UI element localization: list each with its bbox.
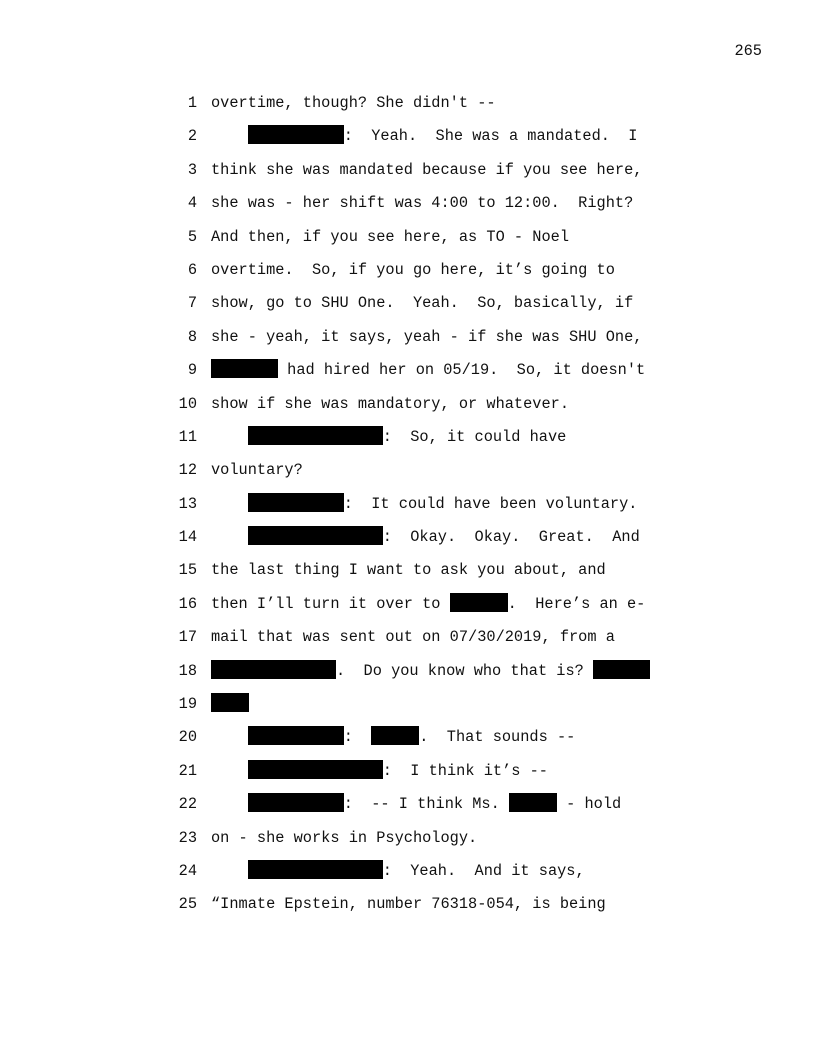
transcript-line: [0, 292, 816, 325]
line-number: 20: [178, 728, 197, 747]
transcript-line: [0, 593, 816, 626]
line-text: [211, 893, 606, 915]
line-text: [211, 459, 303, 481]
line-number: 23: [178, 828, 197, 847]
line-number: 15: [178, 561, 197, 580]
transcript-line: [0, 92, 816, 125]
line-text: [211, 359, 645, 381]
line-text: [211, 626, 615, 648]
line-text: [211, 860, 585, 882]
line-text: [211, 827, 477, 849]
text-segment: [211, 728, 248, 746]
transcript-line: [0, 860, 816, 893]
text-segment: show, go to SHU One. Yeah. So, basically, if: [211, 294, 634, 313]
transcript-line: [0, 393, 816, 426]
text-segment: : I think it’s --: [382, 761, 548, 780]
redaction-block: [248, 860, 383, 879]
line-text: [211, 125, 637, 147]
redaction-block: [450, 593, 508, 612]
line-text: [211, 292, 633, 314]
text-segment: - hold: [556, 795, 622, 814]
redaction-block: [248, 760, 383, 779]
redaction-block: [248, 426, 383, 445]
line-text: [211, 593, 645, 615]
line-number: 2: [187, 127, 197, 146]
line-number: 10: [178, 394, 197, 413]
redaction-block: [509, 793, 557, 812]
line-text: [211, 726, 575, 748]
line-number: 8: [187, 327, 197, 346]
line-number: 4: [187, 194, 197, 213]
text-segment: : Yeah. She was a mandated. I: [343, 127, 638, 146]
text-segment: on - she works in Psychology.: [211, 828, 478, 847]
line-number: 17: [178, 628, 197, 647]
text-segment: : -- I think Ms.: [343, 795, 509, 814]
line-number: 6: [187, 260, 197, 279]
line-text: [211, 693, 249, 715]
text-segment: [211, 528, 248, 546]
text-segment: [211, 428, 248, 446]
line-text: [211, 259, 615, 281]
redaction-block: [593, 660, 650, 679]
text-segment: she was - her shift was 4:00 to 12:00. Right?: [211, 194, 634, 213]
line-number: 9: [187, 361, 197, 380]
text-segment: : It could have been voluntary.: [343, 494, 638, 513]
transcript-line: [0, 793, 816, 826]
text-segment: . Here’s an e-: [507, 594, 646, 613]
transcript-line: [0, 192, 816, 225]
line-number: 12: [178, 461, 197, 480]
line-text: [211, 92, 496, 114]
line-text: [211, 159, 642, 181]
line-number: 22: [178, 795, 197, 814]
line-number: 21: [178, 761, 197, 780]
transcript-body: [0, 92, 816, 927]
line-text: [211, 393, 569, 415]
line-number: 24: [178, 861, 197, 880]
page-number: 265: [734, 42, 762, 60]
redaction-block: [211, 660, 336, 679]
transcript-line: [0, 660, 816, 693]
line-text: [211, 226, 569, 248]
text-segment: show if she was mandatory, or whatever.: [211, 394, 570, 413]
text-segment: [211, 127, 248, 145]
text-segment: [211, 862, 248, 880]
transcript-line: [0, 426, 816, 459]
transcript-line: [0, 827, 816, 860]
text-segment: [211, 795, 248, 813]
line-text: [211, 559, 606, 581]
line-number: 18: [178, 661, 197, 680]
text-segment: had hired her on 05/19. So, it doesn't: [278, 361, 646, 380]
transcript-line: [0, 259, 816, 292]
transcript-line: [0, 693, 816, 726]
transcript-line: [0, 125, 816, 158]
text-segment: “Inmate Epstein, number 76318-054, is being: [211, 895, 606, 914]
redaction-block: [248, 793, 344, 812]
transcript-line: [0, 526, 816, 559]
line-text: [211, 760, 548, 782]
line-number: 7: [187, 294, 197, 313]
transcript-line: [0, 893, 816, 926]
line-text: [211, 793, 621, 815]
text-segment: the last thing I want to ask you about, and: [211, 561, 606, 580]
line-number: 19: [178, 695, 197, 714]
redaction-block: [248, 526, 383, 545]
text-segment: . That sounds --: [419, 728, 576, 747]
transcript-line: [0, 226, 816, 259]
text-segment: overtime. So, if you go here, it’s going to: [211, 260, 615, 279]
line-text: [211, 526, 640, 548]
redaction-block: [211, 359, 278, 378]
line-number: 1: [187, 94, 197, 112]
text-segment: think she was mandated because if you see here,: [211, 160, 643, 179]
redaction-block: [248, 125, 344, 144]
line-text: [211, 660, 650, 682]
line-number: 13: [178, 494, 197, 513]
transcript-line: [0, 159, 816, 192]
text-segment: And then, if you see here, as TO - Noel: [211, 227, 570, 246]
transcript-line: [0, 760, 816, 793]
transcript-line: [0, 326, 816, 359]
transcript-line: [0, 493, 816, 526]
text-segment: : Okay. Okay. Great. And: [382, 528, 640, 547]
text-segment: she - yeah, it says, yeah - if she was SHU One,: [211, 327, 643, 346]
line-number: 14: [178, 528, 197, 547]
text-segment: mail that was sent out on 07/30/2019, from a: [211, 628, 615, 647]
line-number: 5: [187, 227, 197, 246]
line-text: [211, 493, 637, 515]
redaction-block: [248, 726, 344, 745]
text-segment: voluntary?: [211, 461, 303, 480]
text-segment: [211, 495, 248, 513]
line-text: [211, 192, 633, 214]
text-segment: : So, it could have: [382, 427, 567, 446]
redaction-block: [371, 726, 419, 745]
text-segment: . Do you know who that is?: [336, 661, 594, 680]
text-segment: [211, 762, 248, 780]
line-number: 11: [178, 427, 197, 446]
line-number: 3: [187, 160, 197, 179]
transcript-line: [0, 626, 816, 659]
text-segment: : Yeah. And it says,: [382, 861, 585, 880]
text-segment: overtime, though? She didn't --: [211, 94, 496, 112]
transcript-line: [0, 559, 816, 592]
redaction-block: [211, 693, 249, 712]
line-text: [211, 326, 642, 348]
line-text: [211, 426, 566, 448]
text-segment: then I’ll turn it over to: [211, 594, 450, 613]
text-segment: :: [343, 728, 372, 747]
redaction-block: [248, 493, 344, 512]
transcript-line: [0, 359, 816, 392]
line-number: 25: [178, 895, 197, 914]
transcript-line: [0, 726, 816, 759]
line-number: 16: [178, 594, 197, 613]
transcript-line: [0, 459, 816, 492]
